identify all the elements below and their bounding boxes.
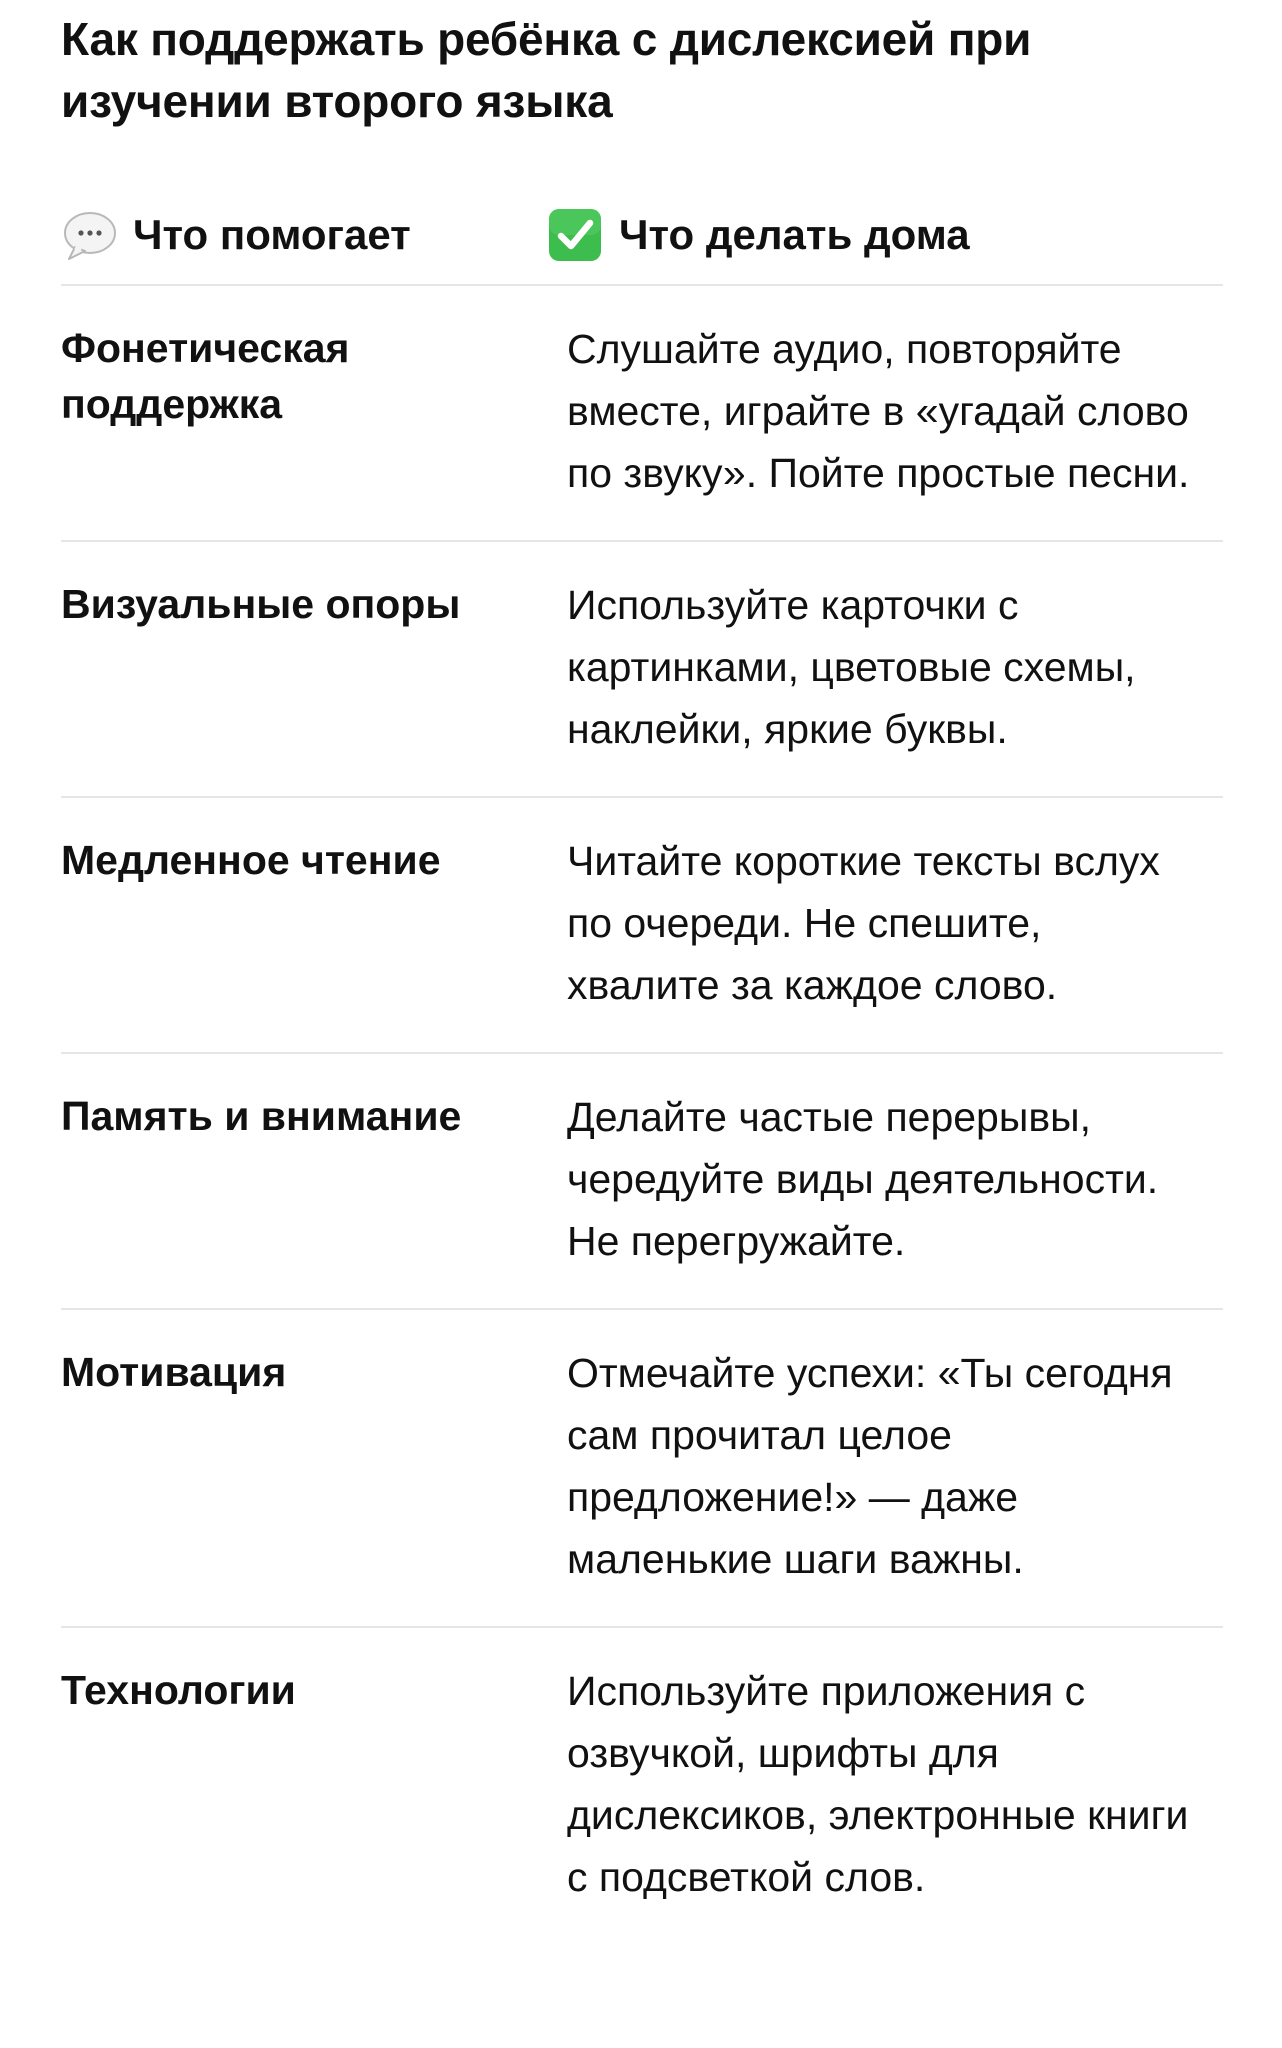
row-label: Технологии (61, 1667, 296, 1713)
header-what-to-do (547, 207, 1223, 263)
table-row (61, 542, 1223, 798)
tips-table (61, 200, 1223, 1944)
page-title: Как поддержать ребёнка с дислексией при изучении второго языка (61, 13, 1032, 127)
row-text: Слушайте аудио, повторяйте вместе, играйте в «угадай слово по звуку». Пойте простые песни. (567, 326, 1190, 496)
check-mark-icon (547, 207, 603, 263)
table-header (61, 200, 1223, 286)
row-label: Память и внимание (61, 1093, 462, 1139)
speech-bubble-icon (61, 207, 117, 263)
row-text: Используйте приложения с озвучкой, шрифты для дислексиков, электронные книги с подсветкой слов. (567, 1668, 1189, 1900)
table-row (61, 1054, 1223, 1310)
row-text: Читайте короткие тексты вслух по очереди. Не спешите, хвалите за каждое слово. (567, 838, 1160, 1008)
table-row (61, 1628, 1223, 1944)
header-what-helps (61, 207, 547, 263)
header-right-label: Что делать дома (619, 211, 970, 258)
row-label: Медленное чтение (61, 837, 441, 883)
header-left-label: Что помогает (133, 211, 411, 258)
article (61, 0, 1223, 1944)
row-text: Используйте карточки с картинками, цветовые схемы, наклейки, яркие буквы. (567, 582, 1136, 752)
table-row (61, 1310, 1223, 1628)
table-row (61, 286, 1223, 542)
table-row (61, 798, 1223, 1054)
row-label: Мотивация (61, 1349, 287, 1395)
row-text: Делайте частые перерывы, чередуйте виды деятельности. Не перегружайте. (567, 1094, 1159, 1264)
row-text: Отмечайте успехи: «Ты сегодня сам прочитал целое предложение!» — даже маленькие шаги важны. (567, 1350, 1173, 1582)
row-label: Фонетическая поддержка (61, 325, 350, 427)
row-label: Визуальные опоры (61, 581, 461, 627)
